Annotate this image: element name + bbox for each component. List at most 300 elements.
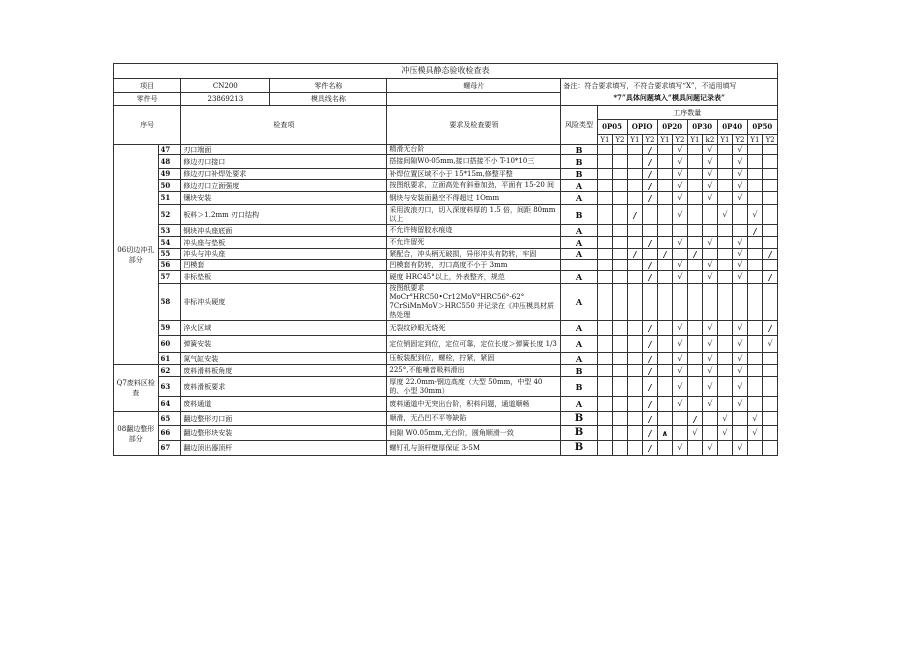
check-mark <box>717 155 733 169</box>
row-check-item: 钢块冲头座底面 <box>181 225 387 237</box>
check-mark <box>717 145 733 155</box>
row-check-item: 废料滑板要求 <box>181 377 387 397</box>
check-mark: / <box>643 180 657 192</box>
check-mark: √ <box>733 271 747 284</box>
row-number: 62 <box>158 365 181 377</box>
check-mark <box>703 249 717 260</box>
check-mark: √ <box>673 205 687 225</box>
check-mark <box>687 192 703 205</box>
table-row <box>114 155 778 169</box>
check-mark <box>613 155 627 169</box>
check-mark <box>657 397 673 412</box>
row-number: 66 <box>158 426 181 441</box>
check-mark: √ <box>717 426 733 441</box>
row-requirement: 紧配合，冲头柄无破损，异形冲头有防转，牢固 <box>387 249 561 260</box>
row-check-item: 淬火区域 <box>181 321 387 336</box>
check-mark <box>597 180 613 192</box>
inspection-rows <box>114 145 778 456</box>
row-requirement: 厚度 22.0mm-钢边高度（大型 50mm，中型 40 的、小型 30mm） <box>387 377 561 397</box>
check-mark <box>627 192 643 205</box>
row-risk: B <box>561 426 597 441</box>
check-mark: / <box>643 412 657 426</box>
check-mark: √ <box>733 353 747 365</box>
check-mark: √ <box>703 397 717 412</box>
check-mark <box>703 412 717 426</box>
sub-header: Y1 <box>747 135 763 145</box>
check-mark <box>627 365 643 377</box>
check-mark <box>763 426 778 441</box>
check-mark <box>687 441 703 456</box>
check-mark <box>673 225 687 237</box>
check-mark <box>747 249 763 260</box>
check-mark <box>657 225 673 237</box>
row-number: 56 <box>158 260 181 271</box>
check-mark <box>747 284 763 321</box>
check-mark <box>657 180 673 192</box>
check-mark <box>627 377 643 397</box>
check-mark: √ <box>673 441 687 456</box>
row-check-item: 板料＞1.2mm 刃口结构 <box>181 205 387 225</box>
table-row <box>114 353 778 365</box>
check-mark <box>717 321 733 336</box>
table-row <box>114 205 778 225</box>
check-mark <box>763 377 778 397</box>
check-mark <box>747 321 763 336</box>
check-mark: / <box>643 336 657 353</box>
check-mark: √ <box>733 192 747 205</box>
check-mark: √ <box>733 155 747 169</box>
check-mark: √ <box>733 441 747 456</box>
check-mark <box>717 336 733 353</box>
check-mark <box>657 284 673 321</box>
row-requirement: 顺滑，无凸凹不平等缺陷 <box>387 412 561 426</box>
check-mark <box>717 377 733 397</box>
check-mark <box>717 441 733 456</box>
row-requirement: 按图纸要求 MoCr°HRC50•Cr12MoV°HRC56°-62° 7CrSiMnMoV＞HRC550 并记录在《冲压模具材质热处理 <box>387 284 561 321</box>
check-mark: / <box>643 321 657 336</box>
table-row <box>114 365 778 377</box>
table-row <box>114 169 778 180</box>
check-mark <box>747 192 763 205</box>
table-row <box>114 192 778 205</box>
check-mark <box>747 365 763 377</box>
check-mark <box>627 397 643 412</box>
check-mark <box>627 426 643 441</box>
check-mark <box>657 169 673 180</box>
check-mark <box>717 169 733 180</box>
check-mark: √ <box>703 271 717 284</box>
check-mark <box>613 336 627 353</box>
check-mark <box>613 205 627 225</box>
check-mark: √ <box>733 249 747 260</box>
check-mark: √ <box>703 441 717 456</box>
row-number: 65 <box>158 412 181 426</box>
check-mark <box>657 441 673 456</box>
check-mark <box>657 321 673 336</box>
check-mark <box>733 412 747 426</box>
check-mark <box>597 145 613 155</box>
check-mark <box>597 249 613 260</box>
row-risk: A <box>561 321 597 336</box>
check-mark <box>627 321 643 336</box>
check-mark <box>613 249 627 260</box>
row-check-item: 修边刃口补焊处要求 <box>181 169 387 180</box>
check-mark: √ <box>673 365 687 377</box>
check-mark: √ <box>703 169 717 180</box>
check-mark <box>613 180 627 192</box>
check-mark: √ <box>703 321 717 336</box>
check-mark <box>717 180 733 192</box>
check-mark: / <box>643 353 657 365</box>
check-mark <box>613 271 627 284</box>
table-row <box>114 441 778 456</box>
row-number: 64 <box>158 397 181 412</box>
op-header-5: 0P50 <box>747 120 777 135</box>
check-mark: √ <box>717 412 733 426</box>
check-mark <box>747 180 763 192</box>
row-risk: A <box>561 336 597 353</box>
die-line-label: 模具线名称 <box>270 93 387 106</box>
check-mark: √ <box>717 205 733 225</box>
check-mark: / <box>763 249 778 260</box>
check-mark: / <box>643 169 657 180</box>
row-number: 48 <box>158 155 181 169</box>
check-mark <box>703 284 717 321</box>
row-number: 49 <box>158 169 181 180</box>
check-mark: / <box>643 237 657 249</box>
check-mark: / <box>747 225 763 237</box>
check-mark: √ <box>687 426 703 441</box>
check-mark: √ <box>703 180 717 192</box>
check-mark <box>627 155 643 169</box>
check-mark: √ <box>733 145 747 155</box>
check-mark <box>613 412 627 426</box>
check-mark <box>687 237 703 249</box>
check-mark <box>613 321 627 336</box>
check-mark <box>657 155 673 169</box>
row-check-item: 修边刃口接口 <box>181 155 387 169</box>
die-line-value <box>387 93 561 106</box>
check-mark: / <box>763 271 778 284</box>
check-mark <box>733 205 747 225</box>
table-row <box>114 271 778 284</box>
check-mark <box>597 237 613 249</box>
check-mark <box>687 336 703 353</box>
check-mark: √ <box>673 155 687 169</box>
table-row <box>114 180 778 192</box>
check-mark <box>657 237 673 249</box>
check-mark <box>747 377 763 397</box>
check-mark: / <box>643 377 657 397</box>
check-mark: √ <box>763 336 778 353</box>
row-risk: B <box>561 441 597 456</box>
row-requirement: 不允许留死 <box>387 237 561 249</box>
check-mark <box>717 353 733 365</box>
table-title: 冲压模具静态验收检查表 <box>114 64 778 79</box>
check-mark <box>747 237 763 249</box>
check-mark <box>733 225 747 237</box>
check-mark: √ <box>673 271 687 284</box>
sub-header: Y1 <box>657 135 673 145</box>
row-risk <box>561 260 597 271</box>
check-mark <box>703 225 717 237</box>
check-mark <box>613 426 627 441</box>
check-mark: √ <box>673 169 687 180</box>
row-number: 57 <box>158 271 181 284</box>
check-mark <box>597 412 613 426</box>
check-mark: √ <box>673 192 687 205</box>
check-mark: / <box>643 145 657 155</box>
row-check-item: 修边刃口立面强度 <box>181 180 387 192</box>
check-mark: √ <box>703 377 717 397</box>
row-check-item: 凹模套 <box>181 260 387 271</box>
check-mark <box>687 180 703 192</box>
check-mark <box>657 353 673 365</box>
check-mark: √ <box>673 336 687 353</box>
check-mark <box>643 249 657 260</box>
check-mark <box>597 321 613 336</box>
check-mark <box>717 237 733 249</box>
row-risk: A <box>561 249 597 260</box>
row-risk: A <box>561 237 597 249</box>
check-mark <box>687 365 703 377</box>
check-mark: √ <box>733 237 747 249</box>
check-mark <box>627 284 643 321</box>
check-mark <box>703 205 717 225</box>
row-number: 53 <box>158 225 181 237</box>
check-mark <box>717 284 733 321</box>
row-check-item: 刃口端面 <box>181 145 387 155</box>
check-mark <box>687 284 703 321</box>
row-check-item: 氮气缸安装 <box>181 353 387 365</box>
sub-header: Y1 <box>717 135 733 145</box>
check-mark: √ <box>733 365 747 377</box>
check-mark <box>747 336 763 353</box>
check-mark: / <box>627 249 643 260</box>
row-risk: A <box>561 225 597 237</box>
check-mark <box>763 155 778 169</box>
part-no-value: 23869213 <box>181 93 270 106</box>
sub-header: k2 <box>703 135 717 145</box>
check-mark <box>597 397 613 412</box>
check-mark: √ <box>733 180 747 192</box>
check-mark <box>673 249 687 260</box>
sub-header: Y1 <box>627 135 643 145</box>
inspection-table <box>113 63 778 456</box>
sub-header: Y1 <box>687 135 703 145</box>
check-mark <box>763 284 778 321</box>
check-mark <box>763 180 778 192</box>
check-mark: / <box>643 365 657 377</box>
check-mark <box>627 441 643 456</box>
check-mark <box>613 397 627 412</box>
check-mark: / <box>763 321 778 336</box>
sub-header: Y2 <box>643 135 657 145</box>
check-mark <box>717 365 733 377</box>
op-header-2: 0P20 <box>657 120 687 135</box>
check-mark <box>747 155 763 169</box>
row-check-item: 镶块安装 <box>181 192 387 205</box>
check-mark <box>687 321 703 336</box>
check-mark <box>597 155 613 169</box>
row-requirement: 螺钉孔与顶杆壁厚保证 3-5M <box>387 441 561 456</box>
row-check-item: 废料通道 <box>181 397 387 412</box>
row-requirement: 按图纸要求，立面高处有斜垂加劲，平面有 15-20 间 <box>387 180 561 192</box>
row-check-item: 非标垫板 <box>181 271 387 284</box>
check-mark <box>643 205 657 225</box>
sub-header: Y2 <box>673 135 687 145</box>
sub-header: Y2 <box>763 135 778 145</box>
row-requirement: 采用波浪刃口，切入深度料厚的 1.5 倍，间距 80mm 以上 <box>387 205 561 225</box>
check-mark <box>687 260 703 271</box>
check-mark <box>657 205 673 225</box>
check-mark <box>687 271 703 284</box>
check-mark <box>613 237 627 249</box>
check-mark: √ <box>703 237 717 249</box>
check-mark <box>627 271 643 284</box>
check-mark: / <box>627 205 643 225</box>
table-row <box>114 412 778 426</box>
check-mark <box>597 225 613 237</box>
sub-header: Y2 <box>613 135 627 145</box>
part-no-label: 零件号 <box>114 93 181 106</box>
check-mark <box>747 145 763 155</box>
row-requirement: 不允许铸留胶水痕迹 <box>387 225 561 237</box>
row-requirement: 压板装配到位，螺栓，拧紧，紧固 <box>387 353 561 365</box>
row-number: 55 <box>158 249 181 260</box>
check-mark <box>627 180 643 192</box>
check-mark: / <box>643 271 657 284</box>
row-requirement: 凹模套有防转，刃口高度不小于 3mm <box>387 260 561 271</box>
table-row <box>114 397 778 412</box>
col-item-header: 检查项 <box>181 106 387 145</box>
check-mark <box>673 284 687 321</box>
row-requirement: 定位销固定到位，定位可靠，定位长度＞弹簧长度 1/3 <box>387 336 561 353</box>
row-requirement: 225°,不能噪音吸料滑出 <box>387 365 561 377</box>
row-number: 52 <box>158 205 181 225</box>
row-risk: A <box>561 397 597 412</box>
check-mark <box>763 225 778 237</box>
check-mark: / <box>643 192 657 205</box>
op-header-1: OPIO <box>627 120 657 135</box>
col-seq-header: 序号 <box>114 106 181 145</box>
remark-line-2: *7”具体问题填入“模具问题记录表” <box>613 93 725 102</box>
check-mark <box>747 169 763 180</box>
check-mark <box>627 260 643 271</box>
row-check-item: 废料滑料板角度 <box>181 365 387 377</box>
check-mark: / <box>643 397 657 412</box>
check-mark <box>763 169 778 180</box>
check-mark <box>597 192 613 205</box>
check-mark <box>717 192 733 205</box>
check-mark <box>597 353 613 365</box>
sub-header: Y1 <box>597 135 613 145</box>
check-mark <box>673 412 687 426</box>
check-mark <box>597 260 613 271</box>
row-number: 54 <box>158 237 181 249</box>
check-mark <box>687 377 703 397</box>
check-mark: √ <box>673 237 687 249</box>
check-mark: √ <box>733 321 747 336</box>
row-risk: B <box>561 377 597 397</box>
check-mark <box>763 365 778 377</box>
row-number: 63 <box>158 377 181 397</box>
check-mark <box>627 169 643 180</box>
check-mark: / <box>643 426 657 441</box>
table-row <box>114 336 778 353</box>
check-mark <box>673 426 687 441</box>
row-requirement: 硬度 HRC45°以上，外表整齐，规范 <box>387 271 561 284</box>
check-mark <box>763 237 778 249</box>
table-row <box>114 260 778 271</box>
check-mark: √ <box>733 397 747 412</box>
ops-count-header: 工序数量 <box>597 106 777 120</box>
check-mark <box>657 271 673 284</box>
row-risk: A <box>561 353 597 365</box>
check-mark: √ <box>703 353 717 365</box>
row-check-item: 翻边整形块安装 <box>181 426 387 441</box>
row-number: 59 <box>158 321 181 336</box>
row-number: 67 <box>158 441 181 456</box>
project-value: CN200 <box>181 79 270 93</box>
row-number: 58 <box>158 284 181 321</box>
row-risk: B <box>561 365 597 377</box>
check-mark: √ <box>673 180 687 192</box>
inspection-sheet <box>113 63 778 456</box>
check-mark: √ <box>673 260 687 271</box>
check-mark <box>763 441 778 456</box>
remark-note <box>561 79 778 106</box>
check-mark <box>627 412 643 426</box>
check-mark <box>717 225 733 237</box>
check-mark: √ <box>733 336 747 353</box>
check-mark <box>657 260 673 271</box>
section-label: 08翻边整形部分 <box>114 412 159 456</box>
check-mark <box>597 271 613 284</box>
check-mark <box>627 237 643 249</box>
table-row <box>114 249 778 260</box>
row-number: 61 <box>158 353 181 365</box>
check-mark: √ <box>703 365 717 377</box>
check-mark <box>747 397 763 412</box>
check-mark: / <box>643 155 657 169</box>
check-mark <box>687 145 703 155</box>
check-mark: √ <box>703 260 717 271</box>
row-check-item: 非标冲头硬度 <box>181 284 387 321</box>
row-risk: B <box>561 412 597 426</box>
check-mark <box>657 336 673 353</box>
check-mark <box>747 441 763 456</box>
part-name-value: 螺母片 <box>387 79 561 93</box>
project-label: 项目 <box>114 79 181 93</box>
check-mark <box>643 225 657 237</box>
row-risk: B <box>561 169 597 180</box>
row-requirement: 搭接间隙W0·05mm,接口搭接不小 T-10*10三 <box>387 155 561 169</box>
row-risk: B <box>561 205 597 225</box>
check-mark <box>763 205 778 225</box>
check-mark: √ <box>673 145 687 155</box>
check-mark <box>763 260 778 271</box>
check-mark: √ <box>673 397 687 412</box>
check-mark <box>597 441 613 456</box>
check-mark: ∧ <box>657 426 673 441</box>
table-row <box>114 145 778 155</box>
check-mark <box>687 205 703 225</box>
check-mark: √ <box>747 412 763 426</box>
check-mark: √ <box>703 155 717 169</box>
check-mark <box>733 426 747 441</box>
table-row <box>114 377 778 397</box>
